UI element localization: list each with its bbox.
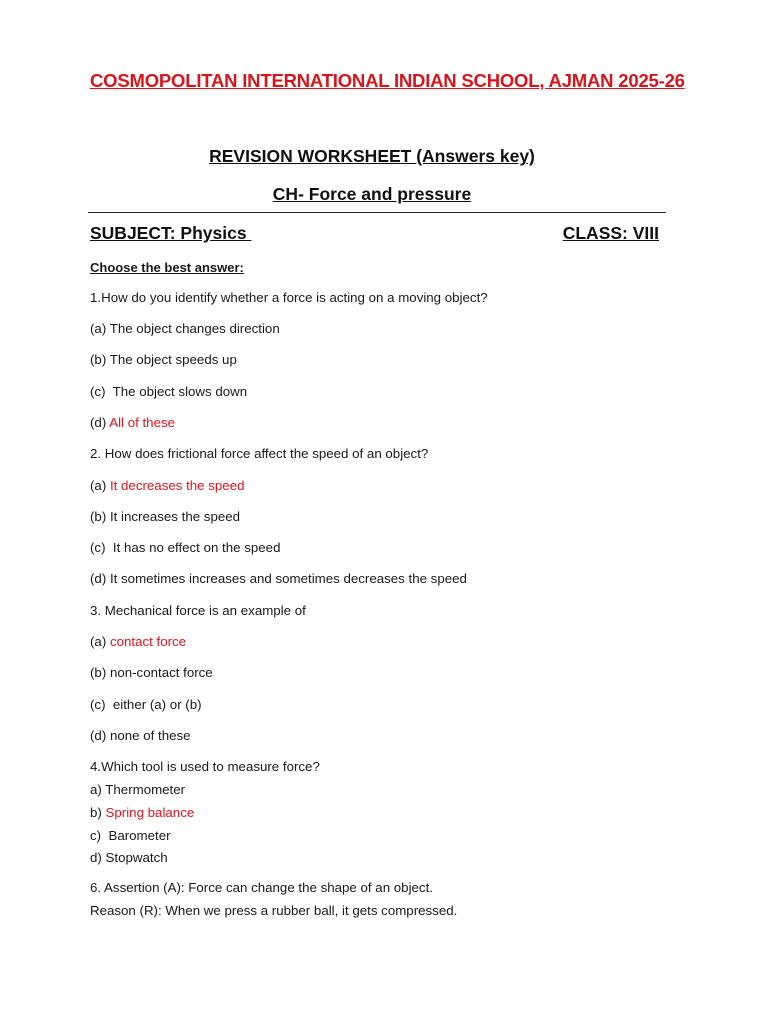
q2-option-c: (c) It has no effect on the speed bbox=[90, 540, 281, 555]
q1-option-d-prefix: (d) bbox=[90, 415, 110, 430]
school-name: COSMOPOLITAN INTERNATIONAL INDIAN SCHOOL, AJMAN 2025-26 bbox=[90, 70, 685, 91]
q4-option-c: c) Barometer bbox=[90, 828, 171, 843]
subject-label: SUBJECT: Physics bbox=[90, 223, 252, 243]
q2-option-a bbox=[90, 478, 245, 493]
q4-option-a: a) Thermometer bbox=[90, 782, 186, 797]
worksheet-title: REVISION WORKSHEET (Answers key) bbox=[209, 146, 535, 166]
q2-option-b: (b) It increases the speed bbox=[90, 509, 241, 524]
q3-option-b: (b) non-contact force bbox=[90, 665, 213, 680]
question-4: 4.Which tool is used to measure force? bbox=[90, 759, 320, 774]
question-1: 1.How do you identify whether a force is acting on a moving object? bbox=[90, 290, 488, 305]
q4-option-b bbox=[90, 805, 194, 820]
question-3: 3. Mechanical force is an example of bbox=[90, 603, 306, 618]
q2-option-d: (d) It sometimes increases and sometimes decreases the speed bbox=[90, 571, 467, 586]
instruction: Choose the best answer: bbox=[90, 260, 244, 275]
q3-option-c: (c) either (a) or (b) bbox=[90, 697, 202, 712]
header-divider bbox=[88, 212, 666, 213]
q2-correct-answer: It decreases the speed bbox=[109, 478, 245, 493]
q3-option-a bbox=[90, 634, 186, 649]
q4-option-b-prefix: b) bbox=[90, 805, 106, 820]
q4-correct-answer: Spring balance bbox=[105, 805, 195, 820]
q6-assertion: 6. Assertion (A): Force can change the shape of an object. bbox=[90, 880, 433, 895]
q4-option-d: d) Stopwatch bbox=[90, 850, 168, 865]
q1-option-c: (c) The object slows down bbox=[90, 384, 248, 399]
q3-correct-answer: contact force bbox=[109, 634, 187, 649]
q6-reason: Reason (R): When we press a rubber ball, it gets compressed. bbox=[90, 903, 458, 918]
q2-option-a-prefix: (a) bbox=[90, 478, 110, 493]
question-2: 2. How does frictional force affect the speed of an object? bbox=[90, 446, 429, 461]
q1-correct-answer: All of these bbox=[109, 415, 176, 430]
chapter-title: CH- Force and pressure bbox=[272, 184, 472, 204]
class-label: CLASS: VIII bbox=[562, 223, 659, 243]
q1-option-a: (a) The object changes direction bbox=[90, 321, 280, 336]
q1-option-b: (b) The object speeds up bbox=[90, 352, 237, 367]
q3-option-a-prefix: (a) bbox=[90, 634, 110, 649]
q3-option-d: (d) none of these bbox=[90, 728, 191, 743]
q1-option-d bbox=[90, 415, 175, 430]
